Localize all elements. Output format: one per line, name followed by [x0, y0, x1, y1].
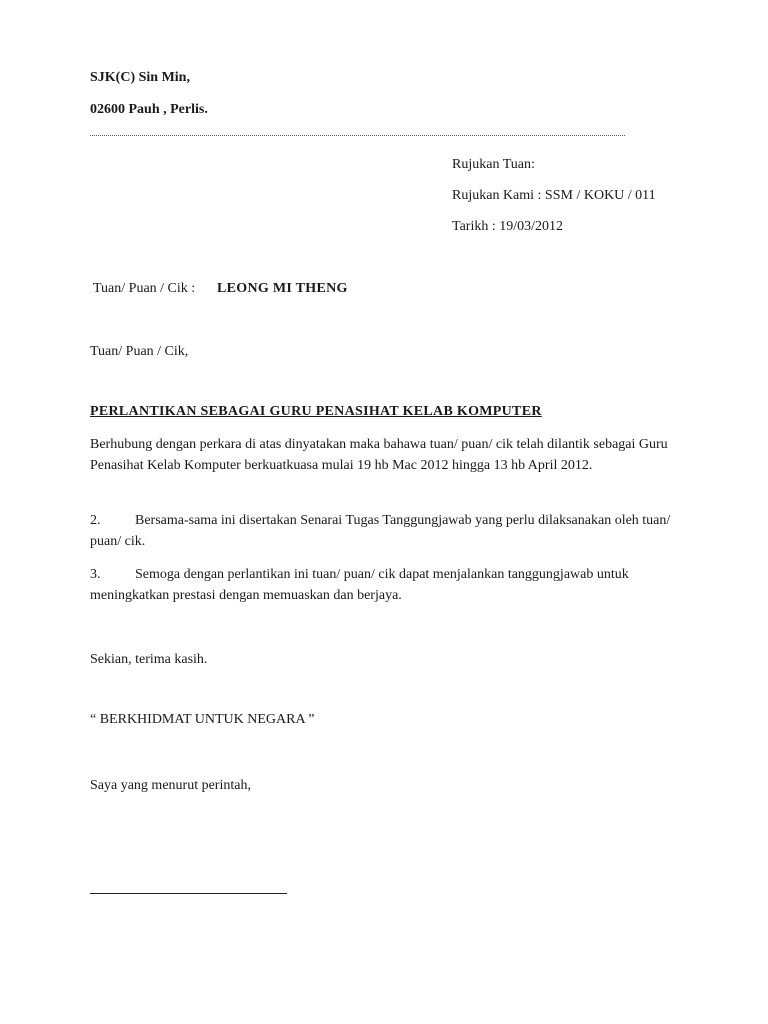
- paragraph-3: [90, 564, 680, 606]
- dotted-separator: [90, 135, 625, 136]
- recipient-name: LEONG MI THENG: [217, 281, 348, 296]
- paragraph-2-text: Bersama-sama ini disertakan Senarai Tugas Tanggungjawab yang perlu dilaksanakan oleh tuan/ puan/ cik.: [90, 513, 671, 549]
- salutation: Tuan/ Puan / Cik,: [90, 344, 189, 359]
- reference-your: Rujukan Tuan:: [452, 157, 535, 172]
- paragraph-1-text: Berhubung dengan perkara di atas dinyatakan maka bahawa tuan/ puan/ cik telah dilantik sebagai Guru Penasihat Kelab Komputer berkuatkuasa mulai 19 hb Mac 2012 hingga 13 hb April 2012.: [90, 437, 668, 473]
- sender-address: 02600 Pauh , Perlis.: [90, 102, 208, 117]
- reference-ours: Rujukan Kami : SSM / KOKU / 011: [452, 188, 656, 203]
- signoff: Saya yang menurut perintah,: [90, 778, 251, 793]
- paragraph-2-number: 2.: [90, 513, 101, 528]
- recipient-prefix: Tuan/ Puan / Cik :: [93, 281, 196, 296]
- paragraph-1: [90, 434, 680, 476]
- paragraph-3-number: 3.: [90, 567, 101, 582]
- closing: Sekian, terima kasih.: [90, 652, 208, 667]
- motto: “ BERKHIDMAT UNTUK NEGARA ”: [90, 712, 315, 727]
- letter-subject: PERLANTIKAN SEBAGAI GURU PENASIHAT KELAB KOMPUTER: [90, 404, 542, 419]
- paragraph-3-text: Semoga dengan perlantikan ini tuan/ puan/ cik dapat menjalankan tanggungjawab untuk meningkatkan prestasi dengan memuaskan dan berjaya.: [90, 567, 629, 603]
- letter-date: Tarikh : 19/03/2012: [452, 219, 564, 234]
- signature-line: [90, 893, 287, 894]
- paragraph-2: [90, 510, 680, 552]
- sender-name: SJK(C) Sin Min,: [90, 70, 190, 85]
